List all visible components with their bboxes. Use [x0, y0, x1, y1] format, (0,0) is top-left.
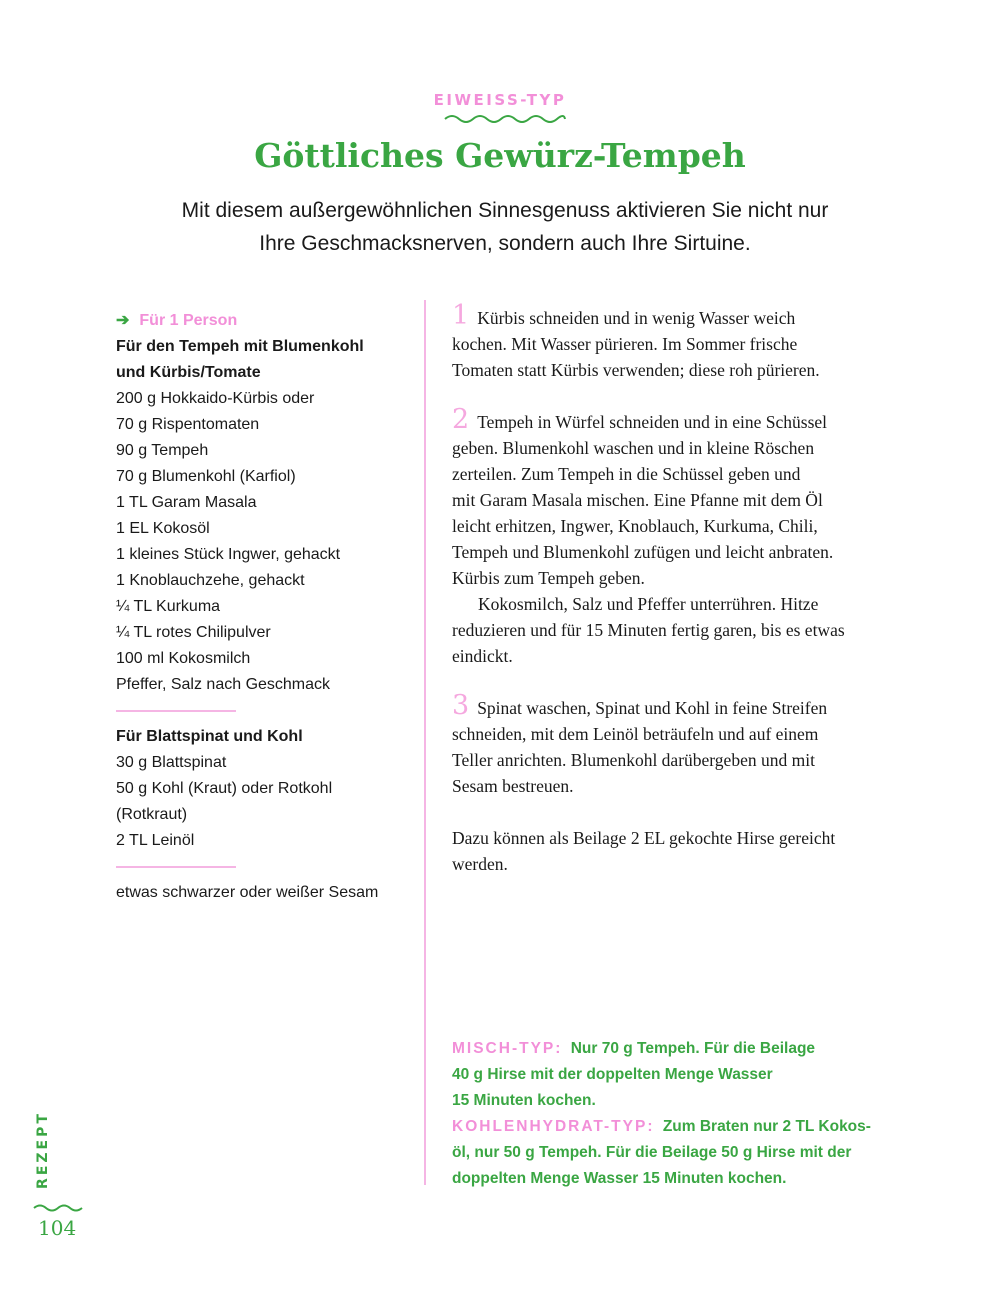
step-text: Tempeh in Würfel schneiden und in eine Schüssel: [477, 412, 828, 432]
step-text: Kokosmilch, Salz und Pfeffer unterrühren. Hitze: [478, 594, 819, 614]
step-2: [452, 404, 902, 591]
ingredient-item: 1 Knoblauchzehe, gehackt: [116, 572, 305, 589]
note-text: werden.: [452, 854, 508, 874]
note-text: Dazu können als Beilage 2 EL gekochte Hirse gereicht: [452, 828, 836, 848]
ingredient-item: 100 ml Kokosmilch: [116, 650, 251, 667]
step-number: 3: [452, 690, 470, 721]
variant-line: doppelten Menge Wasser 15 Minuten kochen.: [452, 1170, 787, 1187]
step-text: reduzieren und für 15 Minuten fertig garen, bis es etwas: [452, 620, 845, 640]
ingredient-item: 30 g Blattspinat: [116, 754, 227, 771]
serving-size: Für 1 Person: [139, 312, 238, 329]
intro-line: Mit diesem außergewöhnlichen Sinnesgenuss aktivieren Sie nicht nur: [181, 199, 829, 222]
step-text: mit Garam Masala mischen. Eine Pfanne mit dem Öl: [452, 490, 823, 510]
variant-text: Nur 70 g Tempeh. Für die Beilage: [570, 1040, 816, 1057]
section-tab: [30, 1110, 56, 1190]
ingredients-list: [116, 308, 416, 906]
recipe-title: Göttliches Gewürz-Tempeh: [254, 136, 746, 175]
ingredient-item: 90 g Tempeh: [116, 442, 209, 459]
step-text: leicht erhitzen, Ingwer, Knoblauch, Kurkuma, Chili,: [452, 516, 818, 536]
step-number: 2: [452, 404, 470, 435]
ingredient-item: 70 g Blumenkohl (Karfiol): [116, 468, 296, 485]
step-text: Teller anrichten. Blumenkohl darübergeben und mit: [452, 750, 815, 770]
step-2-continued-rest: [452, 617, 902, 669]
column-divider: [424, 300, 426, 1185]
intro-line: Ihre Geschmacksnerven, sondern auch Ihre Sirtuine.: [259, 232, 751, 255]
page-number: 104: [38, 1216, 77, 1240]
ingredient-item: 1 TL Garam Masala: [116, 494, 257, 511]
step-text: zerteilen. Zum Tempeh in die Schüssel geben und: [452, 464, 801, 484]
ingredient-item: ¼ TL rotes Chilipulver: [116, 624, 271, 641]
variant-tag: KOHLENHYDRAT-TYP:: [452, 1118, 655, 1135]
step-text: eindickt.: [452, 646, 513, 666]
step-text: Tempeh und Blumenkohl zufügen und leicht anbraten.: [452, 542, 834, 562]
step-text: geben. Blumenkohl waschen und in kleine Röschen: [452, 438, 815, 458]
variant-text: Zum Braten nur 2 TL Kokos-: [662, 1118, 871, 1135]
type-variants: [452, 1036, 902, 1192]
section-divider: [116, 710, 236, 712]
step-text: Kürbis zum Tempeh geben.: [452, 568, 645, 588]
ingredient-group-title: Für Blattspinat und Kohl: [116, 728, 303, 745]
step-text: Tomaten statt Kürbis verwenden; diese roh pürieren.: [452, 360, 820, 380]
serving-line: [116, 308, 416, 334]
section-divider: [116, 866, 236, 868]
ingredient-item: etwas schwarzer oder weißer Sesam: [116, 884, 379, 901]
variant-line: 40 g Hirse mit der doppelten Menge Wasser: [452, 1066, 773, 1083]
ingredient-item: 1 kleines Stück Ingwer, gehackt: [116, 546, 341, 563]
ingredient-item: 200 g Hokkaido-Kürbis oder: [116, 390, 315, 407]
step-1: [452, 300, 902, 383]
wave-ornament-icon: [32, 1203, 86, 1213]
ingredient-item: ¼ TL Kurkuma: [116, 598, 221, 615]
variant-tag: MISCH-TYP:: [452, 1040, 563, 1057]
variant-line: öl, nur 50 g Tempeh. Für die Beilage 50 g Hirse mit der: [452, 1144, 852, 1161]
variant-line: [452, 1114, 902, 1140]
ingredient-item: 50 g Kohl (Kraut) oder Rotkohl: [116, 780, 333, 797]
step-text: Spinat waschen, Spinat und Kohl in feine Streifen: [477, 698, 828, 718]
ingredient-group-title: Für den Tempeh mit Blumenkohl: [116, 338, 364, 355]
step-text: schneiden, mit dem Leinöl beträufeln und auf einem: [452, 724, 819, 744]
section-tab-label: REZEPT: [35, 1111, 51, 1189]
ingredient-item: 70 g Rispentomaten: [116, 416, 260, 433]
step-text: kochen. Mit Wasser pürieren. Im Sommer frische: [452, 334, 798, 354]
step-text: Sesam bestreuen.: [452, 776, 574, 796]
step-text: Kürbis schneiden und in wenig Wasser weich: [477, 308, 796, 328]
ingredient-item: Pfeffer, Salz nach Geschmack: [116, 676, 331, 693]
arrow-right-icon: ➔: [116, 312, 130, 329]
instructions: [452, 300, 902, 877]
variant-line: 15 Minuten kochen.: [452, 1092, 596, 1109]
category-label: EIWEISS-TYP: [433, 91, 567, 109]
wave-ornament-icon: [443, 113, 567, 125]
step-3: [452, 690, 902, 799]
variant-line: [452, 1036, 902, 1062]
recipe-intro: [120, 194, 890, 260]
step-number: 1: [452, 300, 470, 331]
ingredient-item: 1 EL Kokosöl: [116, 520, 210, 537]
ingredient-group-title: und Kürbis/Tomate: [116, 364, 261, 381]
step-2-continued: [452, 591, 902, 617]
ingredient-item: 2 TL Leinöl: [116, 832, 195, 849]
serving-note: [452, 825, 902, 877]
ingredient-item: (Rotkraut): [116, 806, 188, 823]
